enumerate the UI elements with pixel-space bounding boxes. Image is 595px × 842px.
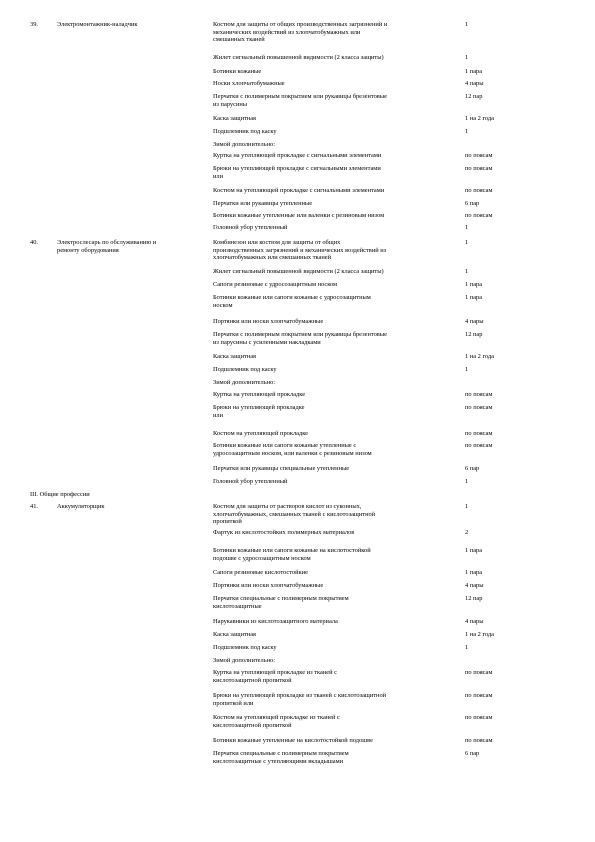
profession-name: [57, 21, 207, 29]
ppe-quantity: 1 на 2 года: [465, 353, 495, 360]
text-line: Ботинки кожаные или сапоги кожаные на кислотостойкой: [213, 547, 371, 554]
text-line: Электрослесарь по обслуживанию и: [57, 239, 157, 246]
profession-name: [57, 239, 207, 254]
row-number: 41.: [30, 503, 38, 510]
section-heading: III. Общие профессии: [30, 491, 90, 498]
ppe-quantity: 1: [465, 644, 469, 651]
ppe-item: [213, 430, 460, 438]
ppe-item: [213, 547, 460, 562]
ppe-quantity: 1: [465, 224, 469, 231]
text-line: из парусины с усиленными накладками: [213, 338, 321, 346]
text-line: Костюм на утепляющей прокладке: [213, 430, 309, 437]
ppe-item: [213, 152, 460, 160]
text-line: пропиткой или: [213, 699, 254, 707]
text-line: смешанных тканей: [213, 36, 265, 44]
ppe-quantity: по поясам: [465, 714, 493, 721]
text-line: Куртка на утепляющей прокладке с сигнальными элементами: [213, 152, 382, 159]
text-line: механических воздействий из хлопчатобумажных или: [213, 28, 361, 36]
ppe-item: [213, 239, 460, 262]
text-line: Перчатки специальные с полимерным покрытием: [213, 750, 349, 757]
ppe-item: [213, 294, 460, 309]
ppe-item: [213, 529, 460, 537]
ppe-item: [213, 165, 460, 180]
ppe-quantity: по поясам: [465, 669, 493, 676]
text-line: Сапоги резиновые кислотостойкие: [213, 569, 308, 576]
ppe-item: [213, 318, 460, 326]
ppe-quantity: по поясам: [465, 187, 493, 194]
ppe-item: [213, 187, 460, 195]
text-line: Фартук из кислотостойких полимерных материалов: [213, 529, 355, 536]
text-line: Брюки на утепляющей прокладке: [213, 404, 305, 411]
text-line: Куртка на утепляющей прокладке из тканей с: [213, 669, 337, 676]
ppe-item: [213, 569, 460, 577]
text-line: Головной убор утепленный: [213, 478, 288, 485]
text-line: хлопчатобумажных или смешанных тканей: [213, 254, 332, 262]
ppe-quantity: 2: [465, 529, 469, 536]
text-line: Костюм на утепляющей прокладке из тканей с: [213, 714, 340, 721]
ppe-item: [213, 714, 460, 729]
ppe-item: [213, 224, 460, 232]
text-line: удросозащитным носком, или валенки с резиновым низом: [213, 449, 372, 457]
ppe-item: [213, 465, 460, 473]
ppe-item: [213, 503, 460, 526]
text-line: Ботинки кожаные или сапоги кожаные утепленные с: [213, 442, 357, 449]
ppe-quantity: 1 на 2 года: [465, 631, 495, 638]
text-line: Каска защитная: [213, 631, 256, 638]
ppe-item: [213, 379, 460, 387]
ppe-quantity: по поясам: [465, 152, 493, 159]
text-line: Перчатки с полимерным покрытием или рукавицы брезентовые: [213, 93, 387, 100]
text-line: Куртка на утепляющей прокладке: [213, 391, 306, 398]
text-line: Зимой дополнительно:: [213, 657, 276, 664]
ppe-item: [213, 212, 460, 220]
text-line: подошве с удросозащитным носком: [213, 554, 311, 562]
ppe-quantity: 1: [465, 54, 469, 61]
row-number: 40.: [30, 239, 38, 246]
ppe-quantity: 12 пар: [465, 331, 483, 338]
text-line: Брюки на утепляющей прокладке из тканей с кислотозащитной: [213, 692, 387, 699]
text-line: Перчатки специальные с полимерным покрытием: [213, 595, 349, 602]
row-number: 39.: [30, 21, 38, 28]
ppe-quantity: по поясам: [465, 404, 493, 411]
text-line: Ботинки кожаные: [213, 68, 262, 75]
profession-name: [57, 503, 207, 511]
text-line: или: [213, 172, 224, 180]
ppe-item: [213, 54, 460, 62]
ppe-quantity: 1 пара: [465, 547, 483, 554]
ppe-quantity: 12 пар: [465, 93, 483, 100]
text-line: Каска защитная: [213, 353, 256, 360]
text-line: Жилет сигнальный повышенной видимости (2 класса защиты): [213, 54, 384, 61]
text-line: носком: [213, 301, 233, 309]
ppe-item: [213, 331, 460, 346]
ppe-quantity: по поясам: [465, 737, 493, 744]
text-line: Жилет сигнальный повышенной видимости (2 класса защиты): [213, 268, 384, 275]
text-line: кислотозащитные: [213, 602, 262, 610]
ppe-quantity: 1 пара: [465, 68, 483, 75]
text-line: или: [213, 411, 224, 419]
ppe-quantity: по поясам: [465, 391, 493, 398]
ppe-item: [213, 692, 460, 707]
text-line: Комбинезон или костюм для защиты от общих: [213, 239, 341, 246]
ppe-quantity: 4 пары: [465, 318, 484, 325]
text-line: Портянки или носки хлопчатобумажные: [213, 582, 324, 589]
ppe-item: [213, 442, 460, 457]
ppe-item: [213, 141, 460, 149]
text-line: Перчатки или рукавицы специальные утепленные: [213, 465, 350, 472]
text-line: Аккумуляторщик: [57, 503, 105, 510]
ppe-item: [213, 478, 460, 486]
text-line: Подшлемник под каску: [213, 644, 277, 651]
text-line: Портянки или носки хлопчатобумажные: [213, 318, 324, 325]
ppe-quantity: по поясам: [465, 442, 493, 449]
ppe-quantity: 1: [465, 503, 469, 510]
ppe-quantity: 1 пара: [465, 281, 483, 288]
ppe-item: [213, 80, 460, 88]
text-line: Сапоги резиновые с удросозащитным носком: [213, 281, 338, 288]
text-line: Перчатки или рукавицы утепленные: [213, 200, 313, 207]
ppe-item: [213, 93, 460, 108]
ppe-quantity: 6 пар: [465, 200, 480, 207]
ppe-item: [213, 644, 460, 652]
ppe-item: [213, 737, 460, 745]
ppe-item: [213, 595, 460, 610]
text-line: Носки хлопчатобумажные: [213, 80, 285, 87]
text-line: Ботинки кожаные утепленные или валенки с резиновым низом: [213, 212, 385, 219]
ppe-quantity: 1: [465, 128, 469, 135]
text-line: Головной убор утепленный: [213, 224, 288, 231]
ppe-quantity: 1 пара: [465, 294, 483, 301]
ppe-item: [213, 281, 460, 289]
text-line: из парусины: [213, 100, 248, 108]
text-line: Брюки на утепляющей прокладке с сигнальными элементами: [213, 165, 381, 172]
ppe-item: [213, 268, 460, 276]
text-line: Костюм для защиты от общих производственных загрязнений и: [213, 21, 388, 28]
text-line: Зимой дополнительно:: [213, 141, 276, 148]
ppe-quantity: по поясам: [465, 430, 493, 437]
ppe-item: [213, 657, 460, 665]
text-line: хлопчатобумажных, смешанных тканей с кислотозащитной: [213, 510, 376, 518]
ppe-item: [213, 115, 460, 123]
ppe-item: [213, 353, 460, 361]
text-line: Подшлемник под каску: [213, 128, 277, 135]
text-line: Костюм на утепляющей прокладке с сигнальными элементами: [213, 187, 385, 194]
text-line: Каска защитная: [213, 115, 256, 122]
ppe-item: [213, 128, 460, 136]
ppe-quantity: 6 пар: [465, 465, 480, 472]
ppe-item: [213, 68, 460, 76]
text-line: Нарукавники из кислотозащитного материала: [213, 618, 338, 625]
ppe-quantity: 12 пар: [465, 595, 483, 602]
ppe-item: [213, 618, 460, 626]
text-line: кислотозащитной пропиткой: [213, 676, 292, 684]
ppe-quantity: 1: [465, 366, 469, 373]
text-line: кислотозащитные с утепляющими вкладышами: [213, 757, 344, 765]
ppe-item: [213, 404, 460, 419]
ppe-item: [213, 631, 460, 639]
ppe-item: [213, 366, 460, 374]
ppe-quantity: 1: [465, 21, 469, 28]
text-line: производственных загрязнений и механических воздействий из: [213, 246, 387, 254]
ppe-quantity: 1 пара: [465, 569, 483, 576]
text-line: Зимой дополнительно:: [213, 379, 276, 386]
ppe-quantity: по поясам: [465, 692, 493, 699]
ppe-quantity: 1: [465, 478, 469, 485]
ppe-quantity: 1: [465, 268, 469, 275]
ppe-quantity: 4 пары: [465, 80, 484, 87]
ppe-quantity: 4 пары: [465, 582, 484, 589]
ppe-quantity: 1 на 2 года: [465, 115, 495, 122]
text-line: Ботинки кожаные утепленные на кислотостойкой подошве: [213, 737, 373, 744]
ppe-item: [213, 582, 460, 590]
text-line: Электромонтажник-наладчик: [57, 21, 138, 28]
ppe-quantity: по поясам: [465, 165, 493, 172]
text-line: кислотозащитной пропиткой: [213, 721, 292, 729]
ppe-quantity: 4 пары: [465, 618, 484, 625]
text-line: Ботинки кожаные или сапоги кожаные с удросозащитным: [213, 294, 371, 301]
text-line: пропиткой: [213, 518, 242, 526]
ppe-item: [213, 750, 460, 765]
ppe-item: [213, 669, 460, 684]
ppe-quantity: 1: [465, 239, 469, 246]
text-line: Костюм для защиты от растворов кислот из суконных,: [213, 503, 362, 510]
ppe-item: [213, 391, 460, 399]
ppe-quantity: по поясам: [465, 212, 493, 219]
ppe-item: [213, 21, 460, 44]
text-line: ремонту оборудования: [57, 246, 119, 254]
text-line: Перчатки с полимерным покрытием или рукавицы брезентовые: [213, 331, 387, 338]
text-line: Подшлемник под каску: [213, 366, 277, 373]
ppe-item: [213, 200, 460, 208]
ppe-quantity: 6 пар: [465, 750, 480, 757]
